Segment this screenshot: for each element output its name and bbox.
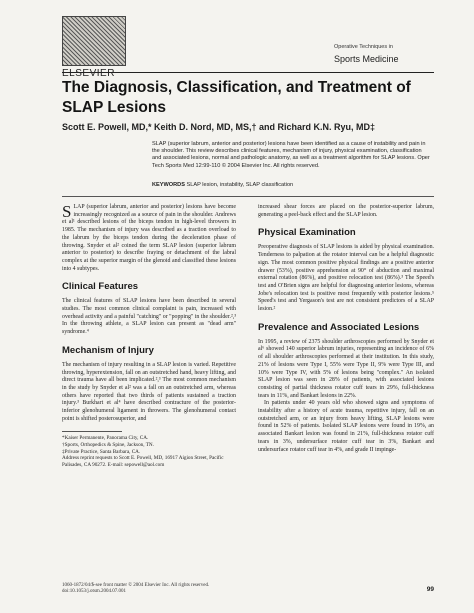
section-heading-mechanism: Mechanism of Injury: [62, 344, 154, 356]
footnote: *Kaiser Permanente, Panorama City, CA.: [62, 435, 149, 442]
intro-paragraph: SLAP (superior labrum, anterior and posterior) lesions have become increasingly recognized as a source of pain in the shoulder. Andrews et al¹ described lesions of the biceps tendon in high-level throwers in 1985. The mechanism of injury was described as a traction overload to the labrum by the biceps tendon during the deceleration phase of throwing. Snyder et al² coined the term SLAP lesion (superior labrum anterior to posterior) to describe fraying or detachment of the labral complex at the superior margin of the glenoid and classified these lesions into 4 subtypes.: [62, 202, 236, 272]
citation: Oper Tech Sports Med 12:99-110 © 2004 Elsevier Inc. All rights reserved.: [152, 155, 430, 169]
clinical-paragraph: The clinical features of SLAP lesions have been described in several studies. The most common clinical complaint is pain, increased with overhead activity and a painful "catching" or "popping" in the shoulder.²,³ In the throwing athlete, a SLAP lesion can present as "dead arm" syndrome.⁴: [62, 298, 236, 336]
mechanism-paragraph: The mechanism of injury resulting in a SLAP lesion is varied. Repetitive throwing, hyperextension, fall on an outstretched hand, heavy lifting, and direct trauma have all been implicated.²,³ The most common mechanism in the study by Snyder et al² was a fall on an outstretched arm, whereas others have reported that two thirds of patients sustained a traction injury.³ Burkhart et al⁴ have described contracture of the posterior-inferior glenohumeral ligament in throwers. The glenohumeral contact point is shifted posterosuperior, and: [62, 361, 236, 422]
header-divider: [62, 72, 434, 73]
doi-line: doi:10.1053/j.otsm.2004.07.001: [62, 589, 127, 595]
journal-series: Operative Techniques in: [334, 44, 393, 50]
publication-info: [62, 583, 362, 596]
publisher-name: ELSEVIER: [62, 68, 115, 79]
footnote: ‡Private Practice, Santa Barbara, CA.: [62, 448, 141, 455]
section-heading-prevalence: Prevalence and Associated Lesions: [258, 321, 420, 333]
section-heading-clinical: Clinical Features: [62, 281, 139, 293]
issn-line: 1060-1872/04/$-see front matter © 2004 Elsevier Inc. All rights reserved.: [62, 583, 210, 588]
journal-name: Sports Medicine: [334, 54, 399, 64]
prevalence-paragraph: In patients under 40 years old who showed signs and symptoms of instability after a history of acute trauma, repetitive injury, fall on an outstretched arm, or an injury from heavy lifting, SLAP lesions were found in 52% of patients. Isolated SLAP lesions were found in 19%, an associated Bankart lesion was found in 21%, full-thickness rotator cuff tears in 3%, undersurface rotator cuff tear in 3%, Bankart and undersurface rotator cuff tear in 4%, and grade II impinge-: [258, 400, 434, 453]
page-number: 99: [426, 586, 434, 593]
abstract-divider: [62, 196, 434, 197]
prevalence-paragraph: In 1995, a review of 2375 shoulder arthroscopies performed by Snyder et al⁶ showed 140 superior labrum injuries, representing an incidence of 6% of all shoulder arthroscopies performed at their institution. In this study, 21% of lesions were Type I, 55% were Type II, 9% were Type III, and 10% were Type IV, with 5% of lesions being "complex." An isolated SLAP lesion was seen in 28% of patients, with associated lesions consisting of partial thickness rotator cuff tears in 29%, full-thickness tears in 11%, and Bankart lesions in 22%.: [258, 338, 434, 399]
footnote-divider: [62, 431, 122, 432]
keywords-text: SLAP lesion, instability, SLAP classification: [186, 182, 294, 188]
abstract-text: SLAP (superior labrum, anterior and posterior) lesions have been identified as a cause of instability and pain in the shoulder. This review describes clinical features, mechanism of injury, physical examination, classification and associated lesions, normal and pathologic anatomy, as well as a treatment algorithm for SLAP lesions.: [152, 141, 426, 162]
keywords-label: KEYWORDS: [152, 182, 185, 188]
article-title: The Diagnosis, Classification, and Treatment of SLAP Lesions: [62, 79, 411, 116]
drop-cap: S: [62, 202, 72, 221]
journal-masthead: [334, 44, 434, 64]
footnote: †Sports, Orthopedics & Spine, Jackson, TN.: [62, 442, 154, 449]
abstract: [152, 141, 432, 170]
publisher-logo: [62, 16, 128, 79]
continued-paragraph: increased shear forces are placed on the posterior-superior labrum, generating a peel-back effect and the SLAP lesion.: [258, 204, 434, 218]
elsevier-tree-icon: [62, 16, 126, 66]
author-list: Scott E. Powell, MD,* Keith D. Nord, MD, MS,† and Richard K.N. Ryu, MD‡: [62, 122, 376, 132]
footnote: Address reprint requests to Scott E. Powell, MD, 16917 Aigion Street, Pacific Palisades, CA 90272. E-mail: sepowell@aol.com: [62, 455, 224, 468]
right-column: [258, 204, 434, 454]
keywords: [152, 182, 432, 188]
left-column: [62, 204, 236, 468]
footnotes: [62, 435, 236, 468]
physical-paragraph: Preoperative diagnosis of SLAP lesions is aided by physical examination. Tenderness to palpation at the rotator interval can be a helpful diagnostic sign. The most common positive physical findings are a positive anterior drawer (53%), positive apprehension at 90° of abduction and maximal external rotation (86%), and positive relocation test (86%).³ The Speed's test and O'Brien signs are helpful for diagnosing anterior lesions, whereas Jobe's relocation test is positive most frequently with posterior lesions.⁵ Speed's test and Yergason's test are not consistent predictors of a SLAP lesion.²: [258, 244, 434, 313]
section-heading-physical: Physical Examination: [258, 227, 356, 239]
